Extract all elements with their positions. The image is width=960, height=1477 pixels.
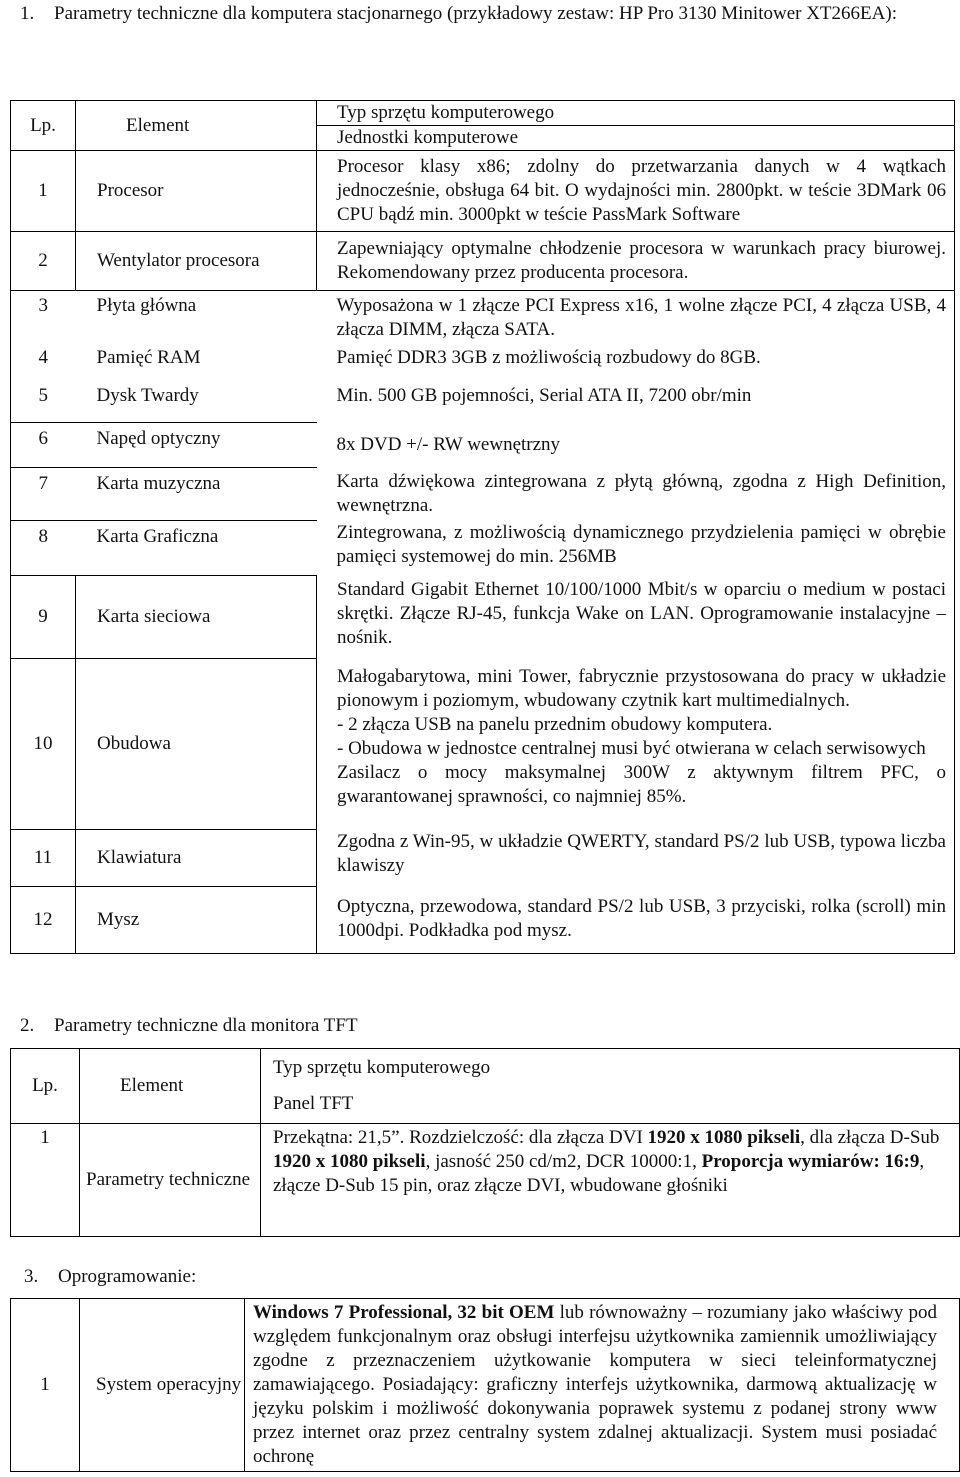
row-description: Zintegrowana, z możliwością dynamicznego przydzielenia pamięci w obrębie pamięci systemowej do min. 256MB bbox=[336, 521, 946, 567]
row-number: 5 bbox=[38, 385, 48, 406]
row-number: 6 bbox=[11, 423, 76, 468]
row-number: 3 bbox=[38, 295, 48, 316]
row-description: Zgodna z Win-95, w układzie QWERTY, standard PS/2 lub USB, typowa liczba klawiszy bbox=[337, 830, 946, 876]
table-row bbox=[11, 1299, 960, 1472]
section-3-number: 3. bbox=[24, 1266, 39, 1287]
section-3-heading bbox=[24, 1265, 196, 1289]
table-row bbox=[11, 232, 955, 291]
section-2-title: Parametry techniczne dla monitora TFT bbox=[54, 1015, 358, 1036]
row-number: 7 bbox=[11, 468, 76, 521]
row-element: Procesor bbox=[76, 151, 317, 232]
table-row bbox=[11, 576, 955, 659]
table-row bbox=[11, 830, 955, 887]
computer-spec-table bbox=[10, 100, 955, 954]
row-description: Wyposażona w 1 złącze PCI Express x16, 1 wolne złącze PCI, 4 złącza USB, 4 złącza DIMM, złącza SATA. bbox=[336, 295, 946, 340]
header-element: Element bbox=[80, 1049, 261, 1124]
table-row bbox=[11, 468, 955, 521]
row-element: Dysk Twardy bbox=[96, 385, 199, 406]
table-row bbox=[11, 1124, 960, 1237]
row-description: Pamięć DDR3 3GB z możliwością rozbudowy do 8GB. bbox=[336, 347, 761, 368]
row-number: 10 bbox=[11, 659, 76, 830]
row-description: Procesor klasy x86; zdolny do przetwarzania danych w 4 wątkach jednocześnie, obsługa 64 bit. O wydajności min. 2800pkt. w teście 3DMark 06 CPU bądź min. 3000pkt w teście PassMark Software bbox=[317, 151, 955, 232]
row-element: Klawiatura bbox=[76, 830, 317, 887]
header-panel: Panel TFT bbox=[261, 1085, 960, 1124]
section-3-title: Oprogramowanie: bbox=[58, 1266, 197, 1287]
row-element: Obudowa bbox=[76, 659, 317, 830]
row-element: Napęd optyczny bbox=[76, 423, 317, 468]
header-element: Element bbox=[76, 101, 317, 151]
section-1-heading bbox=[20, 2, 950, 26]
row-number: 2 bbox=[11, 232, 76, 291]
obudowa-line: - 2 złącza USB na panelu przednim obudowy komputera. bbox=[337, 713, 773, 735]
row-number: 11 bbox=[11, 830, 76, 887]
header-typ: Typ sprzętu komputerowego bbox=[273, 1057, 491, 1078]
table-row bbox=[11, 291, 955, 347]
row-number: 1 bbox=[11, 1299, 80, 1472]
row-number: 12 bbox=[11, 887, 76, 954]
header-lp: Lp. bbox=[11, 1049, 80, 1124]
row-number: 8 bbox=[11, 521, 76, 576]
row-element: Parametry techniczne bbox=[80, 1124, 261, 1237]
row-description-obudowa bbox=[317, 659, 955, 830]
header-typ: Typ sprzętu komputerowego bbox=[317, 101, 955, 126]
header-lp: Lp. bbox=[11, 101, 76, 151]
software-spec-table bbox=[10, 1298, 960, 1472]
section-2-number: 2. bbox=[20, 1015, 35, 1036]
row-element: Płyta główna bbox=[96, 295, 197, 316]
section-1-title: Parametry techniczne dla komputera stacjonarnego (przykładowy zestaw: HP Pro 3130 Minitower XT266EA): bbox=[54, 3, 897, 24]
row-description: Standard Gigabit Ethernet 10/100/1000 Mbit/s w oparciu o medium w postaci skrętki. Złącze RJ-45, funkcja Wake on LAN. Oprogramowanie instalacyjne – nośnik. bbox=[337, 578, 946, 648]
table-row bbox=[11, 887, 955, 954]
table-row bbox=[11, 346, 955, 380]
row-number: 9 bbox=[11, 576, 76, 659]
row-description: Zapewniający optymalne chłodzenie procesora w warunkach pracy biurowej. Rekomendowany przez producenta procesora. bbox=[317, 232, 955, 291]
row-number: 4 bbox=[38, 347, 48, 368]
row-number: 1 bbox=[11, 1124, 80, 1237]
table-header-row bbox=[11, 1049, 960, 1086]
table-header-row bbox=[11, 101, 955, 126]
table-row bbox=[11, 521, 955, 576]
row-element: Pamięć RAM bbox=[96, 347, 201, 368]
monitor-spec-table bbox=[10, 1048, 960, 1237]
section-1-number: 1. bbox=[20, 3, 35, 24]
row-description: Optyczna, przewodowa, standard PS/2 lub USB, 3 przyciski, rolka (scroll) min 1000dpi. Podkładka pod mysz. bbox=[337, 895, 946, 941]
row-description: Karta dźwiękowa zintegrowana z płytą główną, zgodna z High Definition, wewnętrzna. bbox=[336, 470, 946, 516]
header-jednostki: Jednostki komputerowe bbox=[317, 126, 955, 151]
obudowa-line: Małogabarytowa, mini Tower, fabrycznie przystosowana do pracy w układzie pionowym i poziomym, wbudowany czytnik kart multimedialnych. bbox=[337, 665, 946, 711]
row-element: Karta sieciowa bbox=[76, 576, 317, 659]
row-element: Karta Graficzna bbox=[76, 521, 317, 576]
row-element: System operacyjny bbox=[80, 1299, 245, 1472]
table-row bbox=[11, 659, 955, 830]
row-description: Przekątna: 21,5”. Rozdzielczość: dla złącza DVI 1920 x 1080 pikseli, dla złącza D-Sub 1920 x 1080 pikseli, jasność 250 cd/m2, DCR 10000:1, Proporcja wymiarów: 16:9, złącze D-Sub 15 pin, oraz złącze DVI, wbudowane głośniki bbox=[273, 1127, 940, 1196]
table-row bbox=[11, 151, 955, 232]
row-number: 1 bbox=[11, 151, 76, 232]
obudowa-line: - Obudowa w jednostce centralnej musi być otwierana w celach serwisowych bbox=[337, 737, 926, 759]
table-row bbox=[11, 380, 955, 423]
table-row bbox=[11, 423, 955, 468]
row-description: 8x DVD +/- RW wewnętrzny bbox=[336, 433, 561, 455]
row-description: Windows 7 Professional, 32 bit OEM lub równoważny – rozumiany jako właściwy pod względem funkcjonalnym oraz obsługi interfejsu użytkownika zamiennik umożliwiający zgodne z przeznaczeniem użytkowanie komputera w sieci teleinformatycznej zamawiającego. Posiadający: graficzny interfejs użytkownika, darmową aktualizację w języku polskim i możliwość dokonywania poprawek systemu z podanej strony www przez internet oraz przez centralny system zdalnej aktualizacji. System musi posiadać ochronę bbox=[253, 1302, 937, 1467]
row-element: Mysz bbox=[76, 887, 317, 954]
obudowa-line: Zasilacz o mocy maksymalnej 300W z aktywnym filtrem PFC, o gwarantowanej sprawności, co najmniej 85%. bbox=[337, 761, 946, 807]
row-element: Karta muzyczna bbox=[76, 468, 317, 521]
row-element: Wentylator procesora bbox=[76, 232, 317, 291]
row-description: Min. 500 GB pojemności, Serial ATA II, 7200 obr/min bbox=[336, 385, 752, 406]
section-2-heading bbox=[20, 1014, 358, 1038]
